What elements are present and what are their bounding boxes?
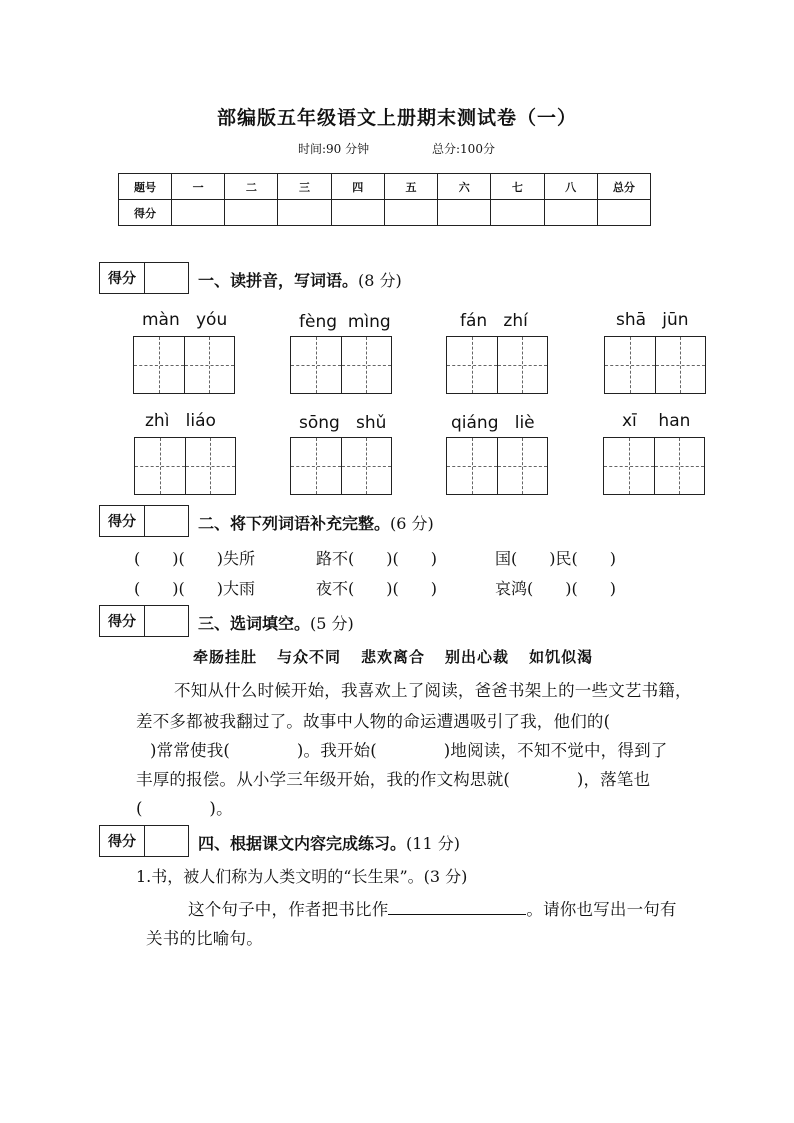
score-table [118,173,651,226]
score-box-blank[interactable] [145,506,188,536]
score-input-cell[interactable] [491,200,544,226]
question-4-sub1: 1.书，被人们称为人类文明的“长生果”。(3 分) [136,867,468,886]
score-box-label: 得分 [100,506,145,536]
score-table-cell: 八 [544,174,597,200]
word-bank-item: 悲欢离合 [361,648,426,666]
score-table-cell: 六 [438,174,491,200]
tianzige-box[interactable] [290,336,392,394]
answer-blank[interactable] [388,900,526,915]
score-table-cell: 五 [384,174,437,200]
pinyin-label: zhì liáo [145,411,216,431]
score-table-cell: 七 [491,174,544,200]
score-input-cell[interactable] [172,200,225,226]
question-1-text: 一、读拼音，写词语。 [198,271,359,290]
question-3-title [198,611,354,634]
question-3-points: (5 分) [310,614,354,633]
score-box-label: 得分 [100,606,145,636]
pinyin-label: shā jūn [616,310,689,330]
tianzige-box[interactable] [446,336,548,394]
question-4-text: 四、根据课文内容完成练习。 [198,834,407,853]
score-input-cell[interactable] [384,200,437,226]
question-4-title [198,831,460,854]
pinyin-label: màn yóu [142,310,228,330]
score-input-cell[interactable] [597,200,650,226]
passage-line[interactable]: 差不多都被我翻过了。故事中人物的命运遭遇吸引了我，他们的( [136,712,611,731]
passage-line[interactable]: 丰厚的报偿。从小学三年级开始，我的作文构思就( )，落笔也 [136,770,651,789]
fill-in-idiom[interactable]: ( )( )失所 [134,549,255,568]
score-input-cell[interactable] [544,200,597,226]
question-3-text: 三、选词填空。 [198,614,311,633]
word-bank-item: 与众不同 [277,648,342,666]
score-input-cell[interactable] [225,200,278,226]
pinyin-label: fèng mìng [299,312,391,332]
tianzige-box[interactable] [133,336,235,394]
score-input-cell[interactable] [438,200,491,226]
score-table-cell: 二 [225,174,278,200]
word-bank-item: 牵肠挂肚 [193,648,258,666]
tianzige-box[interactable] [290,437,392,495]
score-table-cell: 得分 [119,200,172,226]
exam-total-score: 总分:100分 [432,142,495,156]
word-bank-item: 如饥似渴 [529,648,594,666]
score-box-blank[interactable] [145,606,188,636]
score-box-q1 [99,262,189,294]
question-2-points: (6 分) [390,514,434,533]
tianzige-box[interactable] [604,336,706,394]
score-table-score-row [119,200,651,226]
question-1-title [198,268,402,291]
question-1-points: (8 分) [358,271,402,290]
page-title: 部编版五年级语文上册期末测试卷（一） [216,107,577,129]
word-bank [193,646,593,667]
passage-line[interactable]: )常常使我( )。我开始( )地阅读，不知不觉中，得到了 [150,741,668,760]
question-4-points: (11 分) [406,834,460,853]
passage-line[interactable]: ( )。 [136,799,233,818]
prompt-text: 这个句子中，作者把书比作 [188,900,389,919]
fill-in-idiom[interactable]: 哀鸿( )( ) [495,579,616,598]
tianzige-box[interactable] [134,437,236,495]
score-box-q2 [99,505,189,537]
score-box-label: 得分 [100,826,145,856]
score-table-cell: 总分 [597,174,650,200]
score-box-blank[interactable] [145,826,188,856]
score-box-q4 [99,825,189,857]
score-table-cell: 四 [331,174,384,200]
fill-in-idiom[interactable]: 夜不( )( ) [316,579,437,598]
exam-time: 时间:90 分钟 [298,142,370,156]
tianzige-box[interactable] [603,437,705,495]
pinyin-label: xī han [622,411,691,431]
score-box-q3 [99,605,189,637]
fill-in-idiom[interactable]: 国( )民( ) [495,549,616,568]
tianzige-box[interactable] [446,437,548,495]
score-table-cell: 题号 [119,174,172,200]
prompt-text: 。请你也写出一句有 [526,900,677,919]
question-4-sub1-prompt-cont: 关书的比喻句。 [146,929,263,948]
pinyin-label: sōng shǔ [299,413,387,433]
question-2-text: 二、将下列词语补充完整。 [198,514,391,533]
score-table-header-row [119,174,651,200]
question-4-sub1-prompt [188,896,677,920]
passage-line: 不知从什么时候开始，我喜欢上了阅读，爸爸书架上的一些文艺书籍， [174,681,692,700]
score-box-blank[interactable] [145,263,188,293]
score-table-cell: 一 [172,174,225,200]
question-2-title [198,511,434,534]
pinyin-label: qiáng liè [451,413,535,433]
fill-in-idiom[interactable]: 路不( )( ) [316,549,437,568]
score-box-label: 得分 [100,263,145,293]
word-bank-item: 别出心裁 [445,648,510,666]
score-input-cell[interactable] [278,200,331,226]
fill-in-idiom[interactable]: ( )( )大雨 [134,579,255,598]
score-table-cell: 三 [278,174,331,200]
pinyin-label: fán zhí [460,311,528,331]
score-input-cell[interactable] [331,200,384,226]
